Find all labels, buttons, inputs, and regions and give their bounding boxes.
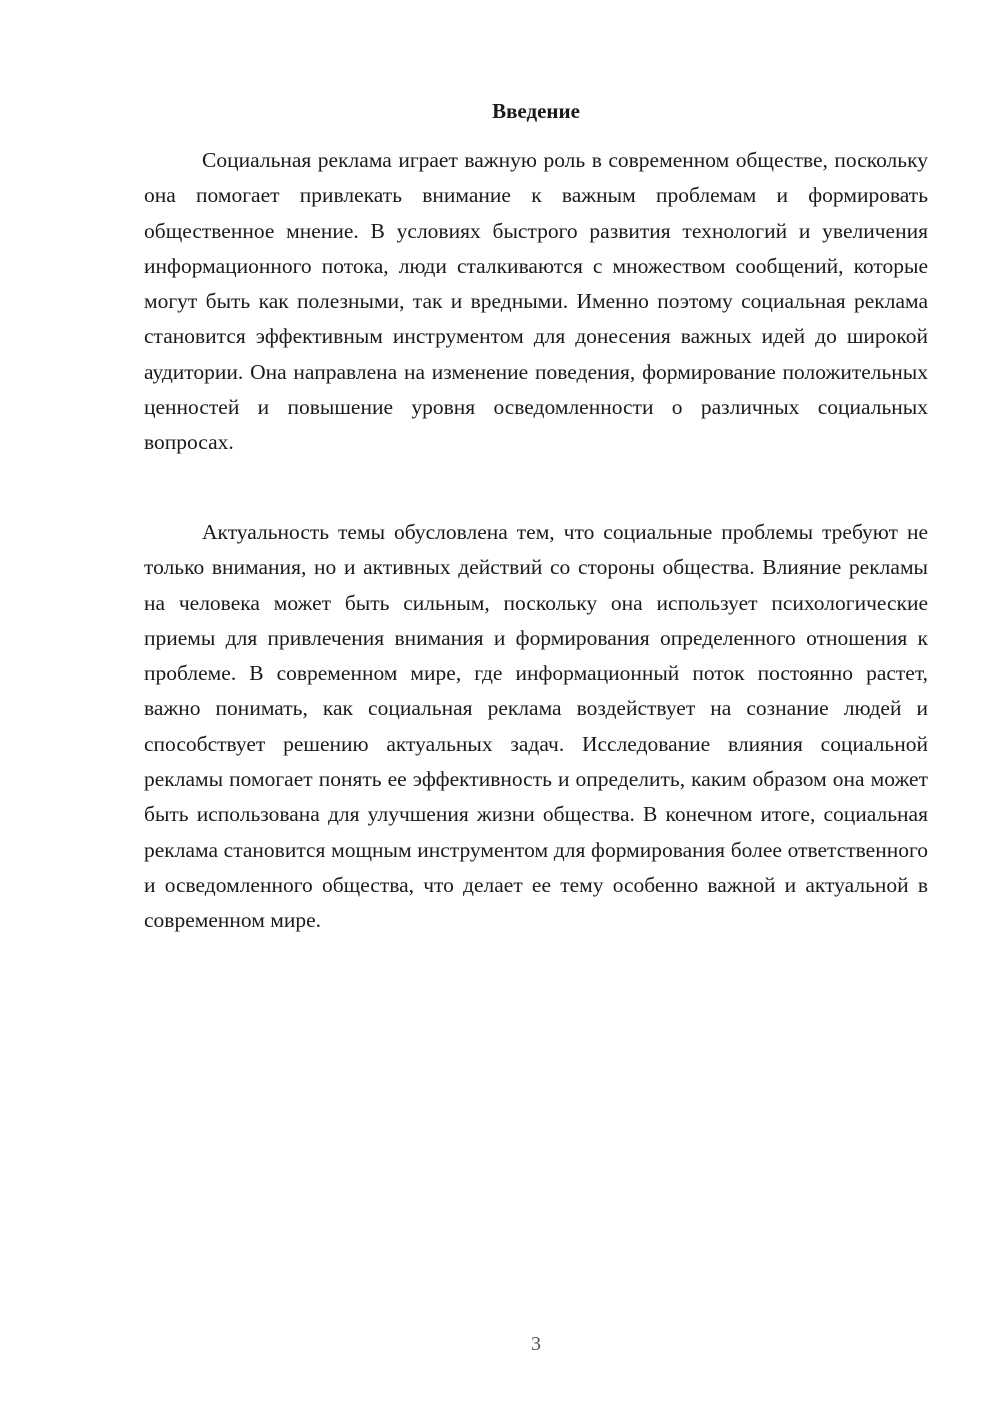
paragraph-relevance: Актуальность темы обусловлена тем, что социальные проблемы требуют не только внимания, но и активных действий со стороны общества. Влияние рекламы на человека может быть сильным, поскольку она использует психологические приемы для привлечения внимания и формирования определенного отношения к проблеме. В современном мире, где информационный поток постоянно растет, важно понимать, как социальная реклама воздействует на сознание людей и способствует решению актуальных задач. Исследование влияния социальной рекламы помогает понять ее эффективность и определить, каким образом она может быть использована для улучшения жизни общества. В конечном итоге, социальная реклама становится мощным инструментом для формирования более ответственного и осведомленного общества, что делает ее тему особенно важной и актуальной в современном мире.	[144, 520, 928, 933]
paragraph-introduction: Социальная реклама играет важную роль в современном обществе, поскольку она помогает привлекать внимание к важным проблемам и формировать общественное мнение. В условиях быстрого развития технологий и увеличения информационного потока, люди сталкиваются с множеством сообщений, которые могут быть как полезными, так и вредными. Именно поэтому социальная реклама становится эффективным инструментом для донесения важных идей до широкой аудитории. Она направлена на изменение поведения, формирование положительных ценностей и повышение уровня осведомленности о различных социальных вопросах.	[144, 148, 928, 455]
section-heading: Введение	[492, 99, 580, 123]
page-number: 3	[531, 1333, 541, 1355]
